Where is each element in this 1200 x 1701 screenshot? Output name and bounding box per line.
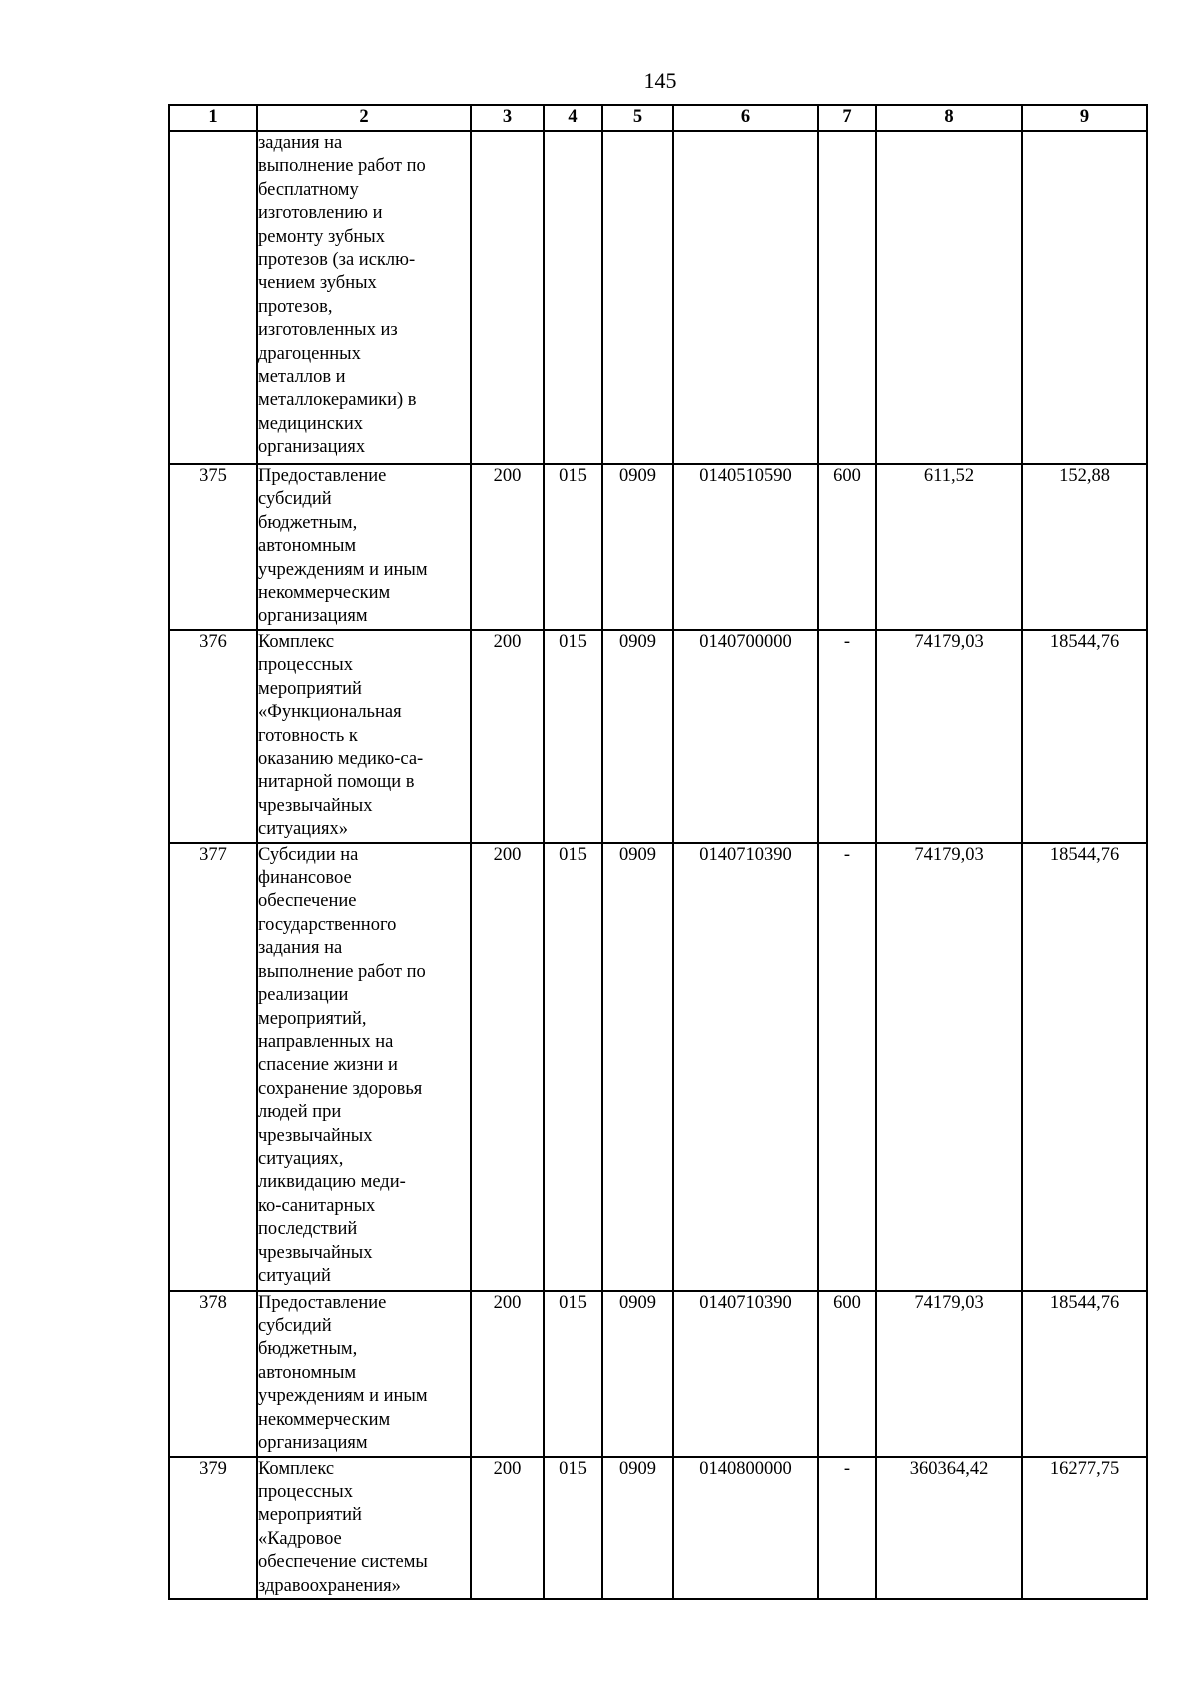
table-row [169, 1291, 1147, 1457]
table-row [169, 131, 1147, 464]
row-name [257, 843, 471, 1291]
row-name-text: Предоставление субсидий бюджетным, автономным учреждениям и иным некоммерческим организациям [258, 466, 428, 627]
cell-col5: 0909 [602, 843, 673, 1291]
cell-col3: 200 [471, 1291, 544, 1457]
row-name-text: Предоставление субсидий бюджетным, автономным учреждениям и иным некоммерческим организациям [258, 1292, 428, 1454]
row-number: 377 [169, 843, 257, 1291]
cell-col8: 74179,03 [876, 630, 1022, 843]
cell-col5 [602, 131, 673, 464]
cell-col9: 18544,76 [1022, 630, 1147, 843]
table-row [169, 1457, 1147, 1599]
cell-col5: 0909 [602, 1291, 673, 1457]
column-header: 5 [602, 105, 673, 131]
column-header: 7 [818, 105, 876, 131]
column-header: 9 [1022, 105, 1147, 131]
cell-col8: 360364,42 [876, 1457, 1022, 1599]
budget-table [168, 104, 1148, 1600]
row-name [257, 1457, 471, 1599]
column-header: 6 [673, 105, 818, 131]
cell-col4 [544, 131, 602, 464]
cell-col9: 18544,76 [1022, 843, 1147, 1291]
row-number: 379 [169, 1457, 257, 1599]
cell-col5: 0909 [602, 1457, 673, 1599]
table-row [169, 843, 1147, 1291]
row-number [169, 131, 257, 464]
cell-col4: 015 [544, 464, 602, 630]
cell-col3: 200 [471, 1457, 544, 1599]
cell-col4: 015 [544, 1457, 602, 1599]
page-number: 145 [643, 68, 677, 93]
cell-col8 [876, 131, 1022, 464]
cell-col7: 600 [818, 1291, 876, 1457]
cell-col7: - [818, 843, 876, 1291]
header-row [169, 105, 1147, 131]
row-number: 376 [169, 630, 257, 843]
row-name [257, 464, 471, 630]
cell-col8: 74179,03 [876, 843, 1022, 1291]
cell-col5: 0909 [602, 464, 673, 630]
cell-col6: 0140710390 [673, 1291, 818, 1457]
cell-col9: 152,88 [1022, 464, 1147, 630]
cell-col6: 0140710390 [673, 843, 818, 1291]
cell-col5: 0909 [602, 630, 673, 843]
row-name [257, 1291, 471, 1457]
row-name-text: Субсидии на финансовое обеспечение государственного задания на выполнение работ по реализации мероприятий, направленных на спасение жизни и сохранение здоровья людей при чрезвычайных ситуациях, ликвидацию меди- ко-санитарных последствий чрезвычайных ситуаций [258, 844, 426, 1286]
table-row [169, 464, 1147, 630]
cell-col9 [1022, 131, 1147, 464]
cell-col6: 0140700000 [673, 630, 818, 843]
cell-col3 [471, 131, 544, 464]
cell-col4: 015 [544, 1291, 602, 1457]
row-number: 378 [169, 1291, 257, 1457]
cell-col8: 611,52 [876, 464, 1022, 630]
cell-col8: 74179,03 [876, 1291, 1022, 1457]
cell-col6 [673, 131, 818, 464]
cell-col4: 015 [544, 843, 602, 1291]
row-number: 375 [169, 464, 257, 630]
table-row [169, 630, 1147, 843]
column-header: 4 [544, 105, 602, 131]
row-name [257, 630, 471, 843]
cell-col3: 200 [471, 843, 544, 1291]
cell-col6: 0140510590 [673, 464, 818, 630]
column-header: 1 [169, 105, 257, 131]
cell-col3: 200 [471, 630, 544, 843]
cell-col7: - [818, 1457, 876, 1599]
row-name-text: задания на выполнение работ по бесплатному изготовлению и ремонту зубных протезов (за исклю- чением зубных протезов, изготовленных из драгоценных металлов и металлокерамики) в медицинских организациях [258, 133, 426, 458]
cell-col9: 18544,76 [1022, 1291, 1147, 1457]
row-name-text: Комплекс процессных мероприятий «Кадровое обеспечение системы здравоохранения» [258, 1458, 428, 1596]
column-header: 2 [257, 105, 471, 131]
cell-col9: 16277,75 [1022, 1457, 1147, 1599]
cell-col7: - [818, 630, 876, 843]
row-name-text: Комплекс процессных мероприятий «Функциональная готовность к оказанию медико-са- нитарной помощи в чрезвычайных ситуациях» [258, 632, 424, 840]
row-name [257, 131, 471, 464]
cell-col3: 200 [471, 464, 544, 630]
cell-col7: 600 [818, 464, 876, 630]
cell-col4: 015 [544, 630, 602, 843]
cell-col6: 0140800000 [673, 1457, 818, 1599]
cell-col7 [818, 131, 876, 464]
column-header: 3 [471, 105, 544, 131]
column-header: 8 [876, 105, 1022, 131]
